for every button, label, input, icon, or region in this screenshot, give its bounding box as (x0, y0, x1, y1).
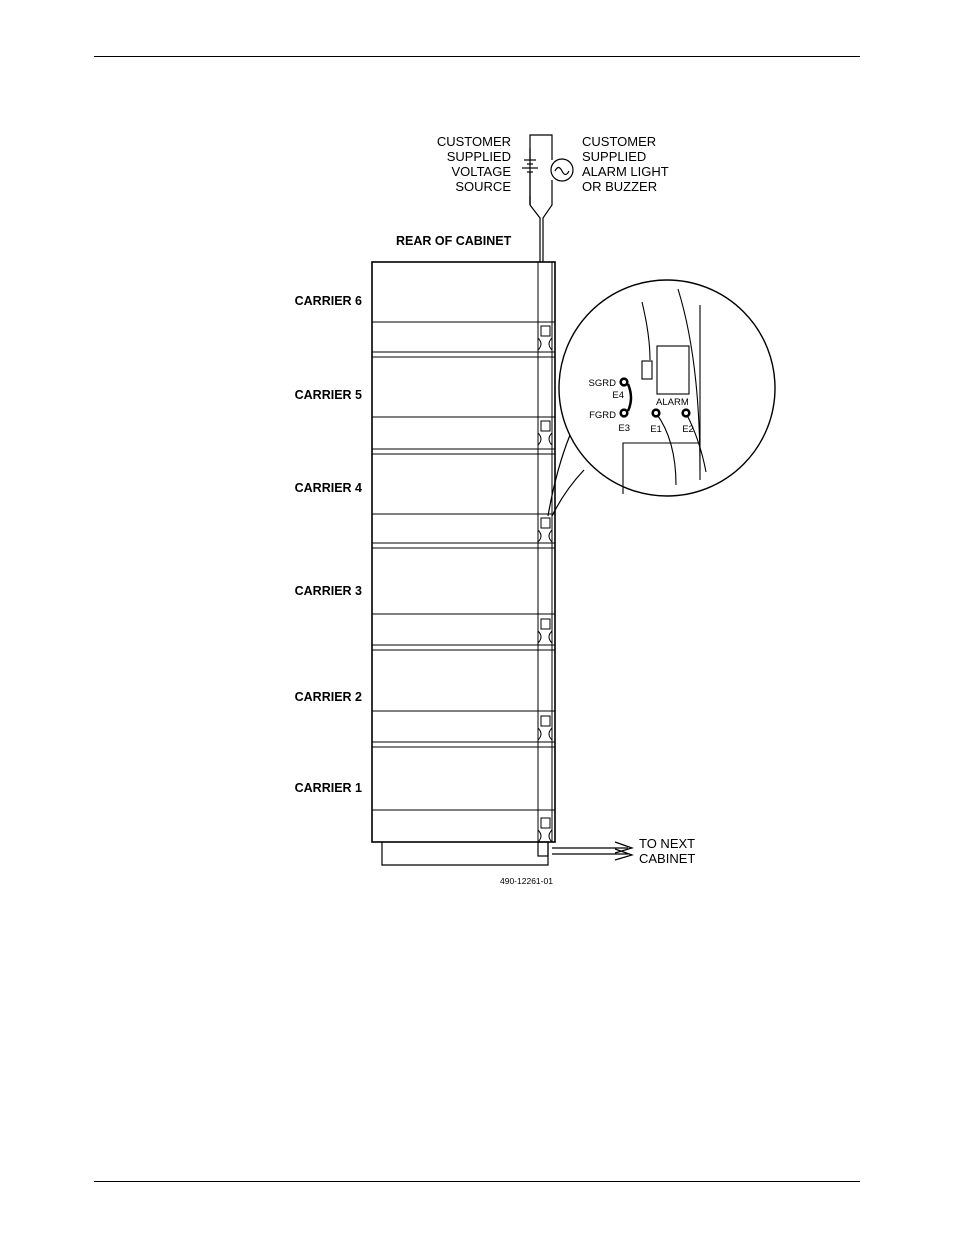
carrier-connectors (538, 326, 552, 842)
e1-label: E1 (650, 424, 662, 435)
alarm-device-label-1: CUSTOMER (582, 134, 657, 149)
alarm-device-label-2: SUPPLIED (582, 149, 647, 164)
carrier-dividers (372, 322, 555, 810)
sgrd-label: SGRD (588, 378, 616, 389)
carrier-label-6: CARRIER 6 (294, 294, 362, 308)
alarm-wiring (538, 262, 552, 842)
battery-icon (522, 148, 538, 205)
e1-terminal-icon (652, 409, 660, 417)
voltage-source-label-1: CUSTOMER (436, 134, 511, 149)
arrow-right-icon (615, 842, 632, 860)
alarm-light-icon (551, 159, 573, 181)
carrier-label-3: CARRIER 3 (294, 584, 362, 598)
voltage-source-label-4: SOURCE (455, 179, 511, 194)
figure-id: 490-12261-01 (500, 876, 553, 886)
voltage-source-label-2: SUPPLIED (446, 149, 511, 164)
next-cabinet-label-1: TO NEXT (639, 836, 696, 851)
voltage-source-label-3: VOLTAGE (451, 164, 511, 179)
cabinet-body (372, 262, 555, 842)
alarm-label: ALARM (656, 397, 689, 408)
fgrd-terminal-icon (620, 409, 628, 417)
customer-source-loop (530, 135, 552, 262)
next-cabinet-wiring (382, 842, 628, 865)
e2-terminal-icon (682, 409, 690, 417)
carrier-label-2: CARRIER 2 (294, 690, 362, 704)
fgrd-label: FGRD (589, 410, 616, 421)
e2-label: E2 (682, 424, 694, 435)
carrier-label-1: CARRIER 1 (294, 781, 362, 795)
detail-internals (623, 289, 706, 494)
carrier-label-5: CARRIER 5 (294, 388, 362, 402)
ground-strap (628, 384, 631, 411)
carrier-label-4: CARRIER 4 (294, 481, 362, 495)
alarm-device-label-4: OR BUZZER (582, 179, 658, 194)
alarm-device-label-3: ALARM LIGHT (582, 164, 669, 179)
next-cabinet-label-2: CABINET (639, 851, 696, 866)
e4-label: E4 (612, 390, 624, 401)
sgrd-terminal-icon (620, 378, 628, 386)
e3-label: E3 (618, 423, 630, 434)
cabinet-title: REAR OF CABINET (396, 234, 512, 248)
